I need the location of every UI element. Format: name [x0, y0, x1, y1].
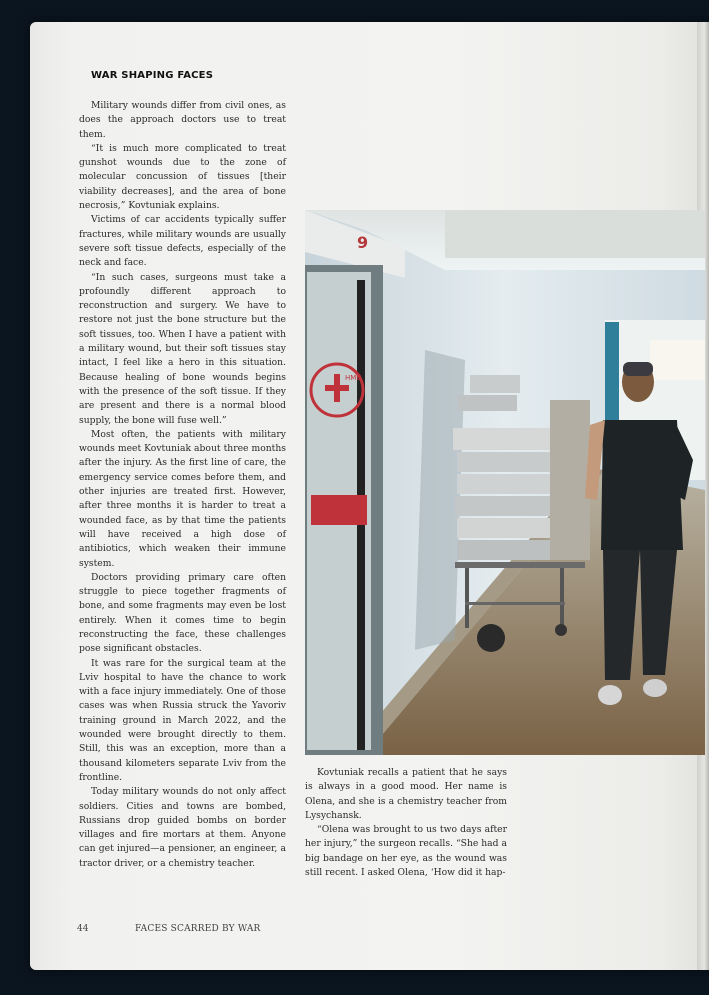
paragraph: Doctors providing primary care often struggle to piece together fragments of bone, and some fragments may even be lost entirely. When it comes time to begin reconstructing the face, these challenges pose significant obstacles. [79, 571, 286, 655]
paragraph: It was rare for the surgical team at the Lviv hospital to have the chance to work with a face injury immediately. One of those cases was when Russia struck the Yavoriv training ground in March 2022, and the wounded were brought directly to them. Still, this was an exception, more than a thousand kilometers separate Lviv from the frontline. [79, 657, 286, 783]
paragraph: Kovtuniak recalls a patient that he says is always in a good mood. Her name is Olena, and she is a chemistry teacher from Lysychansk. [305, 767, 507, 821]
photo-illustration [305, 210, 705, 755]
door-number: 9 [357, 233, 369, 252]
article-column-left [79, 99, 286, 871]
running-footer-title: FACES SCARRED BY WAR [135, 924, 261, 934]
paragraph: “It is much more complicated to treat gunshot wounds due to the zone of molecular concussion of tissues [their viability decreases], and the area of bone necrosis,” Kovtuniak explains. [79, 142, 286, 212]
paragraph: Victims of car accidents typically suffer fractures, while military wounds are usually severe soft tissue defects, especially of the neck and face. [79, 214, 286, 269]
hospital-corridor-photo [305, 210, 705, 755]
article-column-right [305, 766, 507, 880]
paragraph: Today military wounds do not only affect soldiers. Cities and towns are bombed, Russians drop guided bombs on border villages and fire mortars at them. Anyone can get injured—a pensioner, an engineer, a tractor driver, or a chemistry teacher. [79, 786, 286, 869]
section-title: WAR SHAPING FACES [91, 70, 214, 81]
page-number: 44 [77, 924, 89, 934]
paragraph: “Olena was brought to us two days after her injury,” the surgeon recalls. “She had a big bandage on her eye, as the wound was still recent. I asked Olena, ‘How did it hap- [305, 824, 507, 879]
paragraph: “In such cases, surgeons must take a profoundly different approach to reconstruction and surgery. We have to restore not just the bone structure but the soft tissues, too. When I have a patient with a military wound, but their soft tissues stay intact, I feel like a hero in this situation. Because healing of bone wounds begins with the presence of the soft tissue. If they are present and there is a normal blood supply, the bone will fuse well.” [79, 271, 286, 426]
paragraph: Most often, the patients with military wounds meet Kovtuniak about three months after the injury. As the first line of care, the emergency service comes before them, and other injuries are treated first. However, after three months it is harder to treat a wounded face, as by that time the patients will have received a high dose of antibiotics, which weaken their immune system. [79, 428, 286, 569]
paragraph: Military wounds differ from civil ones, as does the approach doctors use to treat them. [79, 100, 286, 140]
door-sign-text: НМЦ [345, 374, 362, 382]
